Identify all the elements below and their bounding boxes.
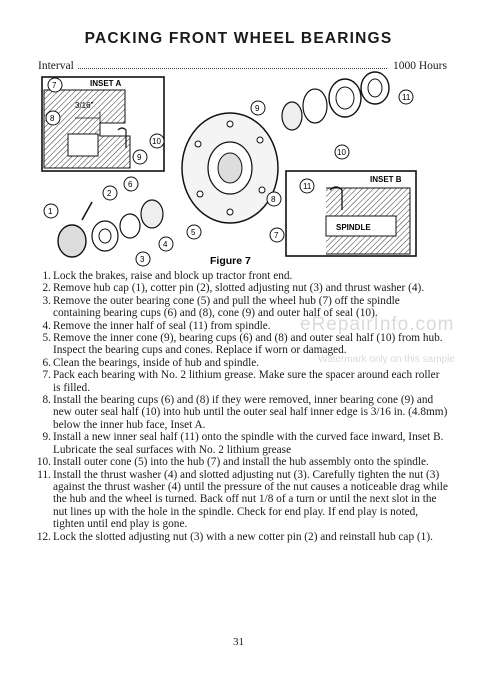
watermark-site: eRepairInfo.com <box>300 314 455 335</box>
callout-1: 1 <box>48 207 53 216</box>
step-text: Remove hub cap (1), cotter pin (2), slotted adjusting nut (3) and thrust washer (4). <box>53 282 425 295</box>
callout-11: 11 <box>402 93 411 102</box>
step-text: Install the thrust washer (4) and slotted adjusting nut (3). Carefully tighten the nut (3) against the thrust washer (4) until the pressure of the nut causes a noticeable drag while the hub and the wheel is turned. Back off nut 1/8 of a turn or until the next slot in the nut lines up with the hole in the spindle. Check for end play. If end play is noted, tighten until end play is gone. <box>53 468 448 531</box>
figure-caption: Figure 7 <box>210 255 251 267</box>
step-text: Lock the brakes, raise and block up tractor front end. <box>53 270 293 282</box>
step-text: Pack each bearing with No. 2 lithium grease. Make sure the spacer around each roller is filled. <box>53 369 440 394</box>
interval-value: 1000 Hours <box>393 60 447 72</box>
callout-10-a: 10 <box>152 137 161 146</box>
callout-6: 6 <box>128 180 133 189</box>
callout-4: 4 <box>163 240 168 249</box>
page-number: 31 <box>233 636 244 648</box>
list-item: 7. Pack each bearing with No. 2 lithium grease. Make sure the spacer around each roller is filled. <box>34 369 449 394</box>
exploded-view-figure <box>30 68 425 268</box>
step-text: Install the bearing cups (6) and (8) if they were removed, inner bearing cone (9) and new outer seal half (10) into hub until the outer seal half inner edge is 3/16 in. (4.8mm) below the inner hub face, Inset A. <box>53 394 448 431</box>
inset-a-label: INSET A <box>90 79 122 88</box>
step-text: Lock the slotted adjusting nut (3) with a new cotter pin (2) and reinstall hub cap (1). <box>53 530 433 543</box>
callout-9: 9 <box>255 104 260 113</box>
callout-8: 8 <box>271 195 276 204</box>
list-item: 9. Install a new inner seal half (11) onto the spindle with the curved face inward, Inset B. Lubricate the seal surfaces with No. 2 lithium grease <box>34 431 449 456</box>
list-item: 12. Lock the slotted adjusting nut (3) with a new cotter pin (2) and reinstall hub cap (1). <box>34 531 449 543</box>
interval-label: Interval <box>38 60 74 72</box>
list-item: 10. Install outer cone (5) into the hub (7) and install the hub assembly onto the spindle. <box>34 456 449 468</box>
list-item: 5. Remove the inner cone (9), bearing cups (6) and (8) and outer seal half (10) from hub. Inspect the bearing cups and cones. Replace if worn or damaged. <box>34 332 449 357</box>
callout-2: 2 <box>107 189 112 198</box>
callout-3: 3 <box>140 255 145 264</box>
list-item: 11. Install the thrust washer (4) and slotted adjusting nut (3). Carefully tighten the nut (3) against the thrust washer (4) until the pressure of the nut causes a noticeable drag while the hub and the wheel is turned. Back off nut 1/8 of a turn or until the next slot in the nut lines up with the hole in the spindle. Check for end play. If end play is noted, tighten until end play is gone. <box>37 468 448 531</box>
step-text: Remove the inner cone (9), bearing cups (6) and (8) and outer seal half (10) from hub. Inspect the bearing cups and cones. Replace if worn or damaged. <box>53 332 443 357</box>
callout-11-b: 11 <box>303 182 312 191</box>
instruction-list <box>34 270 449 543</box>
list-item: 8. Install the bearing cups (6) and (8) if they were removed, inner bearing cone (9) and new outer seal half (10) into hub until the outer seal half inner edge is 3/16 in. (4.8mm) below the inner hub face, Inset A. <box>42 394 448 431</box>
page-title: PACKING FRONT WHEEL BEARINGS <box>84 30 393 47</box>
callout-10: 10 <box>337 148 346 157</box>
step-text: Install a new inner seal half (11) onto the spindle with the curved face inward, Inset B. Lubricate the seal surfaces with No. 2 lithium grease <box>53 431 444 456</box>
outer-parts <box>58 200 163 257</box>
list-item: 4. Remove the inner half of seal (11) from spindle. <box>34 320 449 332</box>
callout-8-a: 8 <box>50 114 55 123</box>
list-item: 1. Lock the brakes, raise and block up tractor front end. <box>34 270 449 282</box>
step-text: Install outer cone (5) into the hub (7) and install the hub assembly onto the spindle. <box>53 456 429 469</box>
step-text: Clean the bearings, inside of hub and spindle. <box>53 356 260 369</box>
spindle-label: SPINDLE <box>336 223 371 232</box>
callout-7-a: 7 <box>52 81 57 90</box>
step-text: Remove the inner half of seal (11) from spindle. <box>53 319 271 332</box>
inset-b-label: INSET B <box>370 175 402 184</box>
inner-bearing-and-seal <box>282 72 389 130</box>
callout-7: 7 <box>274 231 279 240</box>
wheel-hub <box>182 113 278 223</box>
list-item: 6. Clean the bearings, inside of hub and spindle. <box>34 357 449 369</box>
step-text: Remove the outer bearing cone (5) and pull the wheel hub (7) off the spindle containing bearing cups (6) and (8), cone (9) and outer half of seal (10). <box>53 294 400 320</box>
callout-9-a: 9 <box>137 153 142 162</box>
list-item: 2. Remove hub cap (1), cotter pin (2), slotted adjusting nut (3) and thrust washer (4). <box>34 282 449 294</box>
watermark-note: Watermark only on this sample <box>318 354 455 365</box>
dimension-label: 3/16" <box>75 101 94 110</box>
list-item: 3. Remove the outer bearing cone (5) and pull the wheel hub (7) off the spindle containing bearing cups (6) and (8), cone (9) and outer half of seal (10). <box>34 295 449 320</box>
callout-5: 5 <box>191 228 196 237</box>
